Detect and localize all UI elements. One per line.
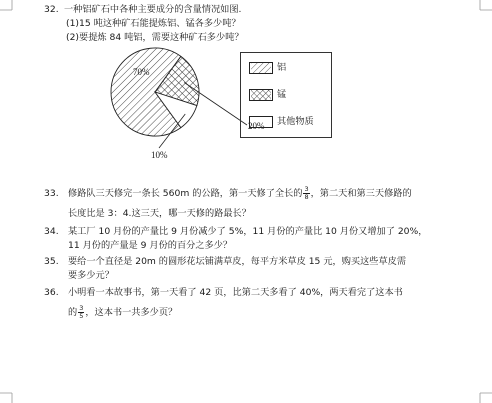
question-text: ，第二天和第三天修路的: [310, 188, 412, 199]
fraction-numerator: 3: [79, 304, 84, 312]
question-line-1: 某工厂 10 月份的产量比 9 月份减少了 5%，11 月份的产量比 10 月份又增加了 20%，: [68, 226, 428, 237]
legend-swatch-crosshatch: [249, 89, 273, 101]
legend-item-manganese: [249, 89, 286, 101]
question-number: 34.: [44, 226, 59, 237]
question-line-1: 要给一个直径是 20m 的圆形花坛铺满草皮，每平方米草皮 15 元，购买这些草皮需: [68, 256, 407, 267]
question-number: 35.: [44, 256, 59, 267]
legend-label: 铝: [277, 62, 287, 73]
question-number: 32.: [44, 4, 59, 15]
question-part-1: (1)15 吨这种矿石能提炼铝、锰各多少吨？: [66, 18, 241, 29]
question-number: 33.: [44, 188, 59, 199]
fraction-denominator: 5: [79, 312, 84, 320]
legend-label: 锰: [277, 89, 287, 100]
question-line-1: [68, 186, 412, 201]
question-number: 36.: [44, 287, 59, 298]
question-part-2: (2)要提炼 84 吨铝，需要这种矿石多少吨？: [66, 32, 244, 43]
legend-label: 其他物质: [277, 116, 314, 127]
slice-label: 70%: [133, 67, 150, 77]
slice-label: 10%: [151, 150, 168, 160]
legend-swatch-plain: [249, 116, 273, 128]
chart-legend: [240, 52, 332, 138]
question-line-2: 要多少元？: [68, 270, 114, 281]
fraction: [303, 186, 309, 201]
slice-label: 20%: [248, 121, 265, 131]
fraction: [78, 305, 84, 320]
fraction-numerator: 3: [304, 185, 309, 193]
question-text: ，这本书一共多少页？: [85, 307, 178, 318]
question-line-2: 长度比是 3：4.这三天，哪一天修的路最长？: [68, 208, 251, 219]
question-line-2: 11 月份的产量是 9 月份的百分之多少？: [68, 240, 233, 251]
question-text: 的: [68, 307, 78, 318]
legend-item-other: [249, 116, 314, 128]
legend-item-aluminum: [249, 62, 286, 74]
question-line-1: 小明看一本故事书，第一天看了 42 页，比第二天多看了 40%，两天看完了这本书: [68, 287, 403, 298]
question-stem: 一种铝矿石中各种主要成分的含量情况如图.: [64, 4, 242, 15]
question-text: 修路队三天修完一条长 560m 的公路，第一天修了全长的: [68, 188, 303, 199]
legend-swatch-diagonal: [249, 62, 273, 74]
fraction-denominator: 8: [304, 193, 309, 201]
question-line-2: [68, 305, 177, 320]
